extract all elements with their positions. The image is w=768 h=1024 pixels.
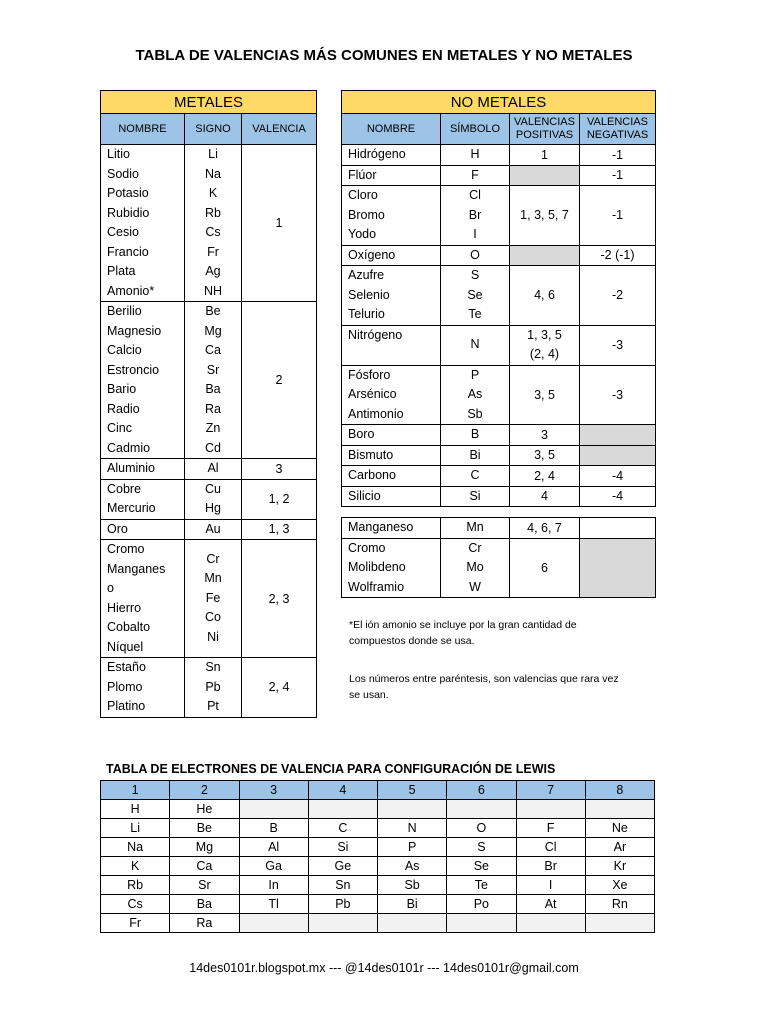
nometal-names-entry: Antimonio: [348, 406, 404, 421]
metal-signs-entry: Sn: [205, 660, 221, 674]
nometal-signs: [441, 445, 510, 466]
metales-col-signo: SIGNO: [185, 114, 242, 145]
transicion-signs-entry: W: [469, 579, 481, 594]
no-metales-col-nombre: NOMBRE: [342, 114, 441, 145]
nometal-names-entry: Carbono: [348, 468, 396, 482]
nometal-positive: [510, 445, 580, 466]
lewis-cell: [239, 800, 308, 819]
nometal-positive: [510, 186, 580, 246]
lewis-cell: [585, 914, 654, 933]
nometal-signs: [441, 325, 510, 365]
lewis-cell: Rn: [585, 895, 654, 914]
nometal-signs-entry: Bi: [469, 447, 481, 462]
nometal-names-entry: Bismuto: [348, 447, 394, 462]
metal-names-entry: Cromo: [107, 542, 145, 556]
metal-signs: [185, 540, 242, 658]
nometal-positive-line: 4: [541, 489, 548, 504]
metal-signs-entry: Pt: [207, 699, 219, 713]
lewis-cell: Cs: [101, 895, 170, 914]
nometal-signs: [441, 266, 510, 326]
lewis-cell: [308, 914, 377, 933]
metal-signs-entry: K: [208, 186, 218, 200]
transicion-positive-line: 4, 6, 7: [527, 520, 562, 535]
metal-names-entry: Radio: [107, 401, 140, 416]
lewis-cell: Te: [447, 876, 516, 895]
nometal-row: [342, 425, 656, 446]
nometal-negative: -4: [580, 486, 656, 507]
lewis-col-4: 4: [308, 781, 377, 800]
metal-signs: [185, 519, 242, 540]
nometal-names: [342, 365, 441, 425]
lewis-row: [101, 838, 655, 857]
lewis-cell: Ar: [585, 838, 654, 857]
metal-names-entry: Cobalto: [107, 620, 151, 634]
nometal-signs-entry: Sb: [467, 406, 483, 421]
metal-names: [101, 658, 185, 718]
metales-col-nombre: NOMBRE: [101, 114, 185, 145]
nometal-signs-entry: B: [470, 427, 480, 441]
nometal-signs: [441, 466, 510, 487]
nometal-signs-entry: H: [470, 147, 480, 161]
nometal-signs-entry: As: [467, 387, 483, 401]
transicion-positive: [510, 538, 580, 598]
transicion-positive-line: 6: [541, 560, 548, 575]
lewis-cell: Tl: [239, 895, 308, 914]
nometal-names: [342, 466, 441, 487]
lewis-cell: Na: [101, 838, 170, 857]
nometal-names: [342, 445, 441, 466]
lewis-cell: Ne: [585, 819, 654, 838]
nometal-names-entry: Oxígeno: [348, 247, 396, 262]
nometal-positive-line: (2, 4): [529, 347, 560, 361]
metal-signs: [185, 658, 242, 718]
nometal-negative: [580, 445, 656, 466]
metal-names-entry: Litio: [107, 147, 130, 161]
nometal-names-entry: Azufre: [348, 268, 385, 282]
nometal-row: [342, 445, 656, 466]
lewis-cell: S: [447, 838, 516, 857]
metal-signs-entry: Rb: [205, 205, 221, 220]
nometal-positive: [510, 266, 580, 326]
nometal-signs-entry: S: [470, 268, 480, 282]
nometal-row: [342, 145, 656, 166]
metal-names-entry: Francio: [107, 244, 149, 259]
lewis-cell: Ga: [239, 857, 308, 876]
metal-signs-entry: Cr: [206, 551, 220, 566]
nometal-signs: [441, 145, 510, 166]
transicion-signs-entry: Mn: [466, 520, 484, 534]
no-metales-header: NO METALES: [342, 91, 656, 114]
nometal-names: [342, 425, 441, 446]
transicion-signs: [441, 538, 510, 598]
lewis-cell: N: [378, 819, 447, 838]
lewis-col-3: 3: [239, 781, 308, 800]
metal-valence: 2, 3: [242, 540, 317, 658]
metal-signs-entry: Al: [207, 461, 219, 475]
lewis-cell: At: [516, 895, 585, 914]
metal-signs-entry: Fr: [207, 244, 219, 259]
metal-signs-entry: Cd: [205, 440, 221, 455]
nometal-signs: [441, 486, 510, 507]
nometal-names-entry: Arsénico: [348, 387, 397, 401]
metal-names-entry: Cinc: [107, 421, 133, 435]
metal-names-entry: Manganes: [107, 561, 166, 576]
metal-valence: 1, 3: [242, 519, 317, 540]
lewis-cell: Sn: [308, 876, 377, 895]
nometal-negative: -2 (-1): [580, 245, 656, 266]
metal-names: [101, 145, 185, 302]
nometal-positive-line: 4, 6: [534, 288, 555, 303]
nometal-negative: [580, 425, 656, 446]
lewis-cell: [378, 914, 447, 933]
metal-names-entry: Plomo: [107, 679, 143, 694]
metales-row: [101, 459, 317, 480]
nometal-positive-line: 2, 4: [534, 468, 555, 483]
metal-signs-entry: NH: [203, 283, 223, 298]
nometal-positive: [510, 165, 580, 186]
metal-signs-entry: Hg: [205, 501, 221, 515]
nometal-signs-entry: Se: [467, 287, 483, 302]
nometal-names: [342, 186, 441, 246]
lewis-row: [101, 819, 655, 838]
nometal-positive: [510, 145, 580, 166]
lewis-cell: [447, 800, 516, 819]
metal-names-entry: Mercurio: [107, 501, 156, 515]
lewis-cell: In: [239, 876, 308, 895]
metal-names-entry: Rubidio: [107, 205, 150, 220]
page-title: TABLA DE VALENCIAS MÁS COMUNES EN METALES Y NO METALES: [135, 47, 633, 64]
metal-valence: 3: [242, 459, 317, 480]
lewis-cell: [378, 800, 447, 819]
metal-signs-entry: Li: [208, 147, 218, 161]
metales-header: METALES: [101, 91, 317, 114]
transicion-negative: [580, 538, 656, 598]
lewis-cell: Cl: [516, 838, 585, 857]
lewis-row: [101, 914, 655, 933]
nometal-names-entry: Boro: [348, 427, 375, 441]
transicion-names-entry: Molibdeno: [348, 560, 406, 574]
transicion-signs-entry: Cr: [468, 540, 482, 555]
note-parentesis: Los números entre paréntesis, son valencias que rara vez se usan.: [349, 673, 619, 701]
nometal-positive-line: 1: [541, 147, 548, 162]
metales-row: [101, 479, 317, 519]
lewis-cell: Xe: [585, 876, 654, 895]
nometal-signs-entry: N: [470, 337, 480, 352]
metal-signs-entry: Mg: [204, 323, 222, 338]
metal-names-entry: Níquel: [107, 639, 144, 654]
footer-contact: 14des0101r.blogspot.mx --- @14des0101r --- 14des0101r@gmail.com: [189, 961, 579, 975]
nometal-positive: [510, 486, 580, 507]
lewis-table: [100, 780, 655, 933]
lewis-col-1: 1: [101, 781, 170, 800]
metal-valence: 2, 4: [242, 658, 317, 718]
lewis-cell: [308, 800, 377, 819]
metal-names-entry: Sodio: [107, 166, 139, 181]
lewis-col-5: 5: [378, 781, 447, 800]
lewis-cell: Si: [308, 838, 377, 857]
nometal-positive-line: 1, 3, 5, 7: [520, 208, 569, 223]
metal-names-entry: Calcio: [107, 343, 142, 357]
nometal-negative: -3: [580, 325, 656, 365]
nometal-signs-entry: O: [470, 247, 480, 262]
lewis-cell: Pb: [308, 895, 377, 914]
lewis-cell: O: [447, 819, 516, 838]
lewis-cell: Fr: [101, 914, 170, 933]
metal-names-entry: Estaño: [107, 660, 146, 674]
nometal-negative: -4: [580, 466, 656, 487]
metal-signs-entry: Ag: [205, 264, 221, 278]
transicion-names: [342, 538, 441, 598]
transicion-row: [342, 518, 656, 539]
nometal-names-entry: Silicio: [348, 488, 381, 503]
lewis-cell: I: [516, 876, 585, 895]
nometal-names: [342, 245, 441, 266]
metal-names-entry: Platino: [107, 699, 146, 713]
metal-signs-entry: Ni: [207, 629, 219, 644]
lewis-row: [101, 895, 655, 914]
metal-names: [101, 540, 185, 658]
lewis-cell: Ba: [170, 895, 239, 914]
metal-names-entry: Cadmio: [107, 440, 151, 455]
lewis-cell: Ca: [170, 857, 239, 876]
lewis-row: [101, 857, 655, 876]
nometal-signs: [441, 425, 510, 446]
lewis-cell: [585, 800, 654, 819]
nometal-negative: -1: [580, 145, 656, 166]
nometal-signs-entry: Br: [468, 207, 482, 222]
nometal-names: [342, 266, 441, 326]
nometal-row: [342, 266, 656, 326]
lewis-cell: Ra: [170, 914, 239, 933]
nometal-positive: [510, 365, 580, 425]
lewis-cell: Ge: [308, 857, 377, 876]
no-metales-col-positivas: VALENCIAS POSITIVAS: [510, 114, 580, 145]
nometal-negative: -1: [580, 186, 656, 246]
metal-valence: 2: [242, 302, 317, 459]
metales-row: [101, 658, 317, 718]
metal-signs-entry: Ra: [205, 401, 221, 416]
nometal-positive-line: 1, 3, 5: [527, 327, 562, 342]
lewis-cell: Bi: [378, 895, 447, 914]
nometal-signs-entry: F: [471, 167, 479, 182]
nometal-signs-entry: Te: [468, 307, 482, 321]
nometal-row: [342, 186, 656, 246]
metal-signs-entry: Co: [205, 610, 221, 625]
transicion-table: [341, 517, 656, 598]
metal-signs-entry: Sr: [206, 362, 220, 377]
lewis-row: [101, 876, 655, 895]
lewis-cell: Po: [447, 895, 516, 914]
nometal-signs-entry: C: [470, 468, 480, 482]
lewis-cell: [516, 914, 585, 933]
lewis-cell: Mg: [170, 838, 239, 857]
nometal-row: [342, 486, 656, 507]
metal-names-entry: Oro: [107, 521, 128, 536]
metal-signs-entry: Cu: [205, 481, 221, 496]
transicion-names: [342, 518, 441, 539]
metal-names-entry: Cesio: [107, 225, 139, 239]
transicion-negative: [580, 518, 656, 539]
lewis-cell: Sb: [378, 876, 447, 895]
metal-signs-entry: Zn: [205, 421, 221, 435]
metal-signs-entry: Ca: [205, 343, 221, 357]
nometal-signs-entry: P: [470, 367, 480, 382]
transicion-signs: [441, 518, 510, 539]
metal-signs-entry: Ba: [205, 382, 221, 396]
nometal-positive: [510, 325, 580, 365]
metal-signs: [185, 479, 242, 519]
metales-col-valencia: VALENCIA: [242, 114, 317, 145]
no-metales-table: [341, 90, 656, 507]
metal-names-entry: Cobre: [107, 481, 142, 496]
metales-row: [101, 519, 317, 540]
nometal-negative: -1: [580, 165, 656, 186]
metal-signs-entry: Na: [205, 166, 221, 181]
lewis-cell: F: [516, 819, 585, 838]
lewis-cell: Kr: [585, 857, 654, 876]
lewis-cell: P: [378, 838, 447, 857]
nometal-names-entry: Cloro: [348, 188, 378, 202]
lewis-cell: Rb: [101, 876, 170, 895]
nometal-names-entry: Hidrógeno: [348, 147, 406, 161]
nometal-positive-line: 3: [541, 427, 548, 442]
nometal-row: [342, 466, 656, 487]
nometal-signs-entry: I: [473, 227, 477, 241]
nometal-negative: -2: [580, 266, 656, 326]
metal-names-entry: Magnesio: [107, 323, 162, 338]
lewis-cell: He: [170, 800, 239, 819]
nometal-positive: [510, 466, 580, 487]
metal-names-entry: o: [107, 581, 114, 595]
lewis-cell: K: [101, 857, 170, 876]
nometal-names-entry: Bromo: [348, 207, 385, 222]
lewis-cell: Li: [101, 819, 170, 838]
nometal-names-entry: Flúor: [348, 167, 377, 182]
nometal-signs-entry: Si: [469, 488, 481, 503]
metal-names-entry: Estroncio: [107, 362, 160, 377]
nometal-names-entry: Telurio: [348, 307, 385, 321]
metal-signs-entry: Au: [205, 521, 221, 536]
nometal-names-entry: Selenio: [348, 287, 390, 302]
metal-names: [101, 459, 185, 480]
lewis-row: [101, 800, 655, 819]
metal-signs-entry: Mn: [204, 571, 222, 586]
lewis-cell: Se: [447, 857, 516, 876]
nometal-names: [342, 325, 441, 365]
no-metales-col-negativas: VALENCIAS NEGATIVAS: [580, 114, 656, 145]
nometal-names: [342, 165, 441, 186]
metal-names-entry: Plata: [107, 264, 136, 278]
nometal-signs-entry: Cl: [469, 188, 481, 202]
lewis-cell: H: [101, 800, 170, 819]
metal-signs: [185, 302, 242, 459]
nometal-positive-line: 3, 5: [534, 387, 555, 402]
lewis-cell: Be: [170, 819, 239, 838]
metal-signs-entry: Fe: [205, 590, 221, 605]
metal-valence: 1, 2: [242, 479, 317, 519]
lewis-cell: [447, 914, 516, 933]
nometal-positive-line: 3, 5: [534, 448, 555, 463]
metales-row: [101, 145, 317, 302]
nometal-row: [342, 165, 656, 186]
nometal-row: [342, 245, 656, 266]
nometal-signs: [441, 365, 510, 425]
lewis-col-8: 8: [585, 781, 654, 800]
metal-valence: 1: [242, 145, 317, 302]
lewis-cell: [239, 914, 308, 933]
lewis-cell: Br: [516, 857, 585, 876]
nometal-names: [342, 145, 441, 166]
transicion-positive: [510, 518, 580, 539]
nometal-names-entry: Yodo: [348, 227, 377, 241]
transicion-signs-entry: Mo: [466, 560, 484, 574]
lewis-cell: As: [378, 857, 447, 876]
metal-signs: [185, 145, 242, 302]
metal-names-entry: Hierro: [107, 600, 142, 615]
transicion-row: [342, 538, 656, 598]
nometal-negative: -3: [580, 365, 656, 425]
metales-row: [101, 540, 317, 658]
metal-names-entry: Potasio: [107, 186, 149, 200]
lewis-col-7: 7: [516, 781, 585, 800]
lewis-cell: C: [308, 819, 377, 838]
metal-names: [101, 479, 185, 519]
lewis-cell: Sr: [170, 876, 239, 895]
transicion-names-entry: Cromo: [348, 540, 386, 555]
nometal-names: [342, 486, 441, 507]
transicion-names-entry: Manganeso: [348, 520, 414, 534]
metal-names-entry: Amonio*: [107, 283, 155, 298]
nometal-positive: [510, 425, 580, 446]
lewis-col-6: 6: [447, 781, 516, 800]
nometal-names-entry: Fósforo: [348, 367, 391, 382]
metal-signs-entry: Be: [205, 304, 221, 318]
metal-names-entry: Bario: [107, 382, 137, 396]
nometal-row: [342, 325, 656, 365]
nometal-signs: [441, 245, 510, 266]
metales-row: [101, 302, 317, 459]
lewis-cell: B: [239, 819, 308, 838]
lewis-cell: [516, 800, 585, 819]
nometal-positive: [510, 245, 580, 266]
metal-signs: [185, 459, 242, 480]
note-amonio: *El ión amonio se incluye por la gran cantidad de compuestos donde se usa.: [349, 619, 577, 647]
nometal-signs: [441, 186, 510, 246]
nometal-names-entry: Nitrógeno: [348, 327, 403, 342]
metales-table: [100, 90, 317, 718]
metal-names-entry: Berilio: [107, 304, 142, 318]
lewis-cell: Al: [239, 838, 308, 857]
lewis-title: TABLA DE ELECTRONES DE VALENCIA PARA CONFIGURACIÓN DE LEWIS: [106, 762, 556, 776]
metal-names: [101, 302, 185, 459]
transicion-names-entry: Wolframio: [348, 579, 405, 594]
nometal-signs: [441, 165, 510, 186]
no-metales-col-simbolo: SÍMBOLO: [441, 114, 510, 145]
nometal-row: [342, 365, 656, 425]
metal-signs-entry: Cs: [205, 225, 221, 239]
metal-names-entry: Aluminio: [107, 461, 155, 475]
lewis-col-2: 2: [170, 781, 239, 800]
metal-names: [101, 519, 185, 540]
metal-signs-entry: Pb: [205, 679, 221, 694]
